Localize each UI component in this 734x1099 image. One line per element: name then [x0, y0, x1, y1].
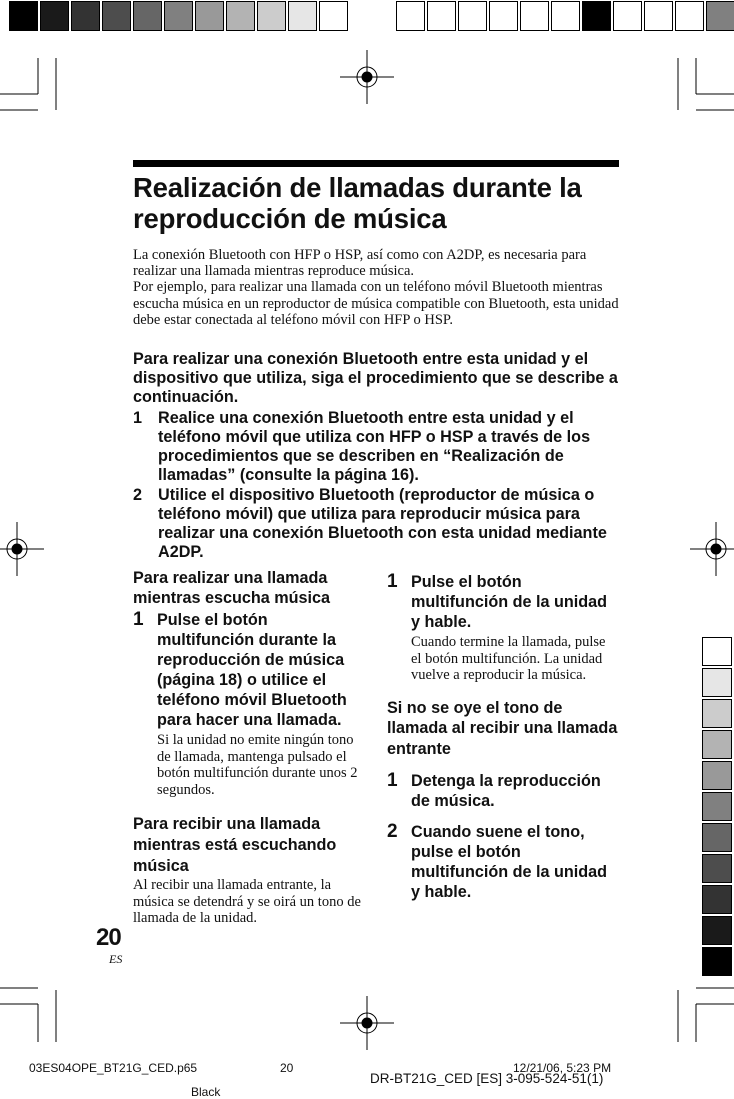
- page-number: 20: [96, 924, 121, 951]
- intro-paragraph-2: Por ejemplo, para realizar una llamada con un teléfono móvil Bluetooth mientras escucha música en un reproductor de música compatible con Bluetooth, esta unidad debe estar conectada al teléfono móvil con HFP o HSP.: [133, 279, 619, 328]
- no-ringtone-heading: Si no se oye el tono de llamada al recibir una llamada entrante: [387, 698, 618, 758]
- call-while-listening-heading: Para realizar una llamada mientras escucha música: [133, 569, 331, 607]
- title-line-2: reproducción de música: [133, 203, 447, 234]
- step-number: 1: [133, 609, 144, 630]
- registration-target-bottom: [340, 996, 394, 1050]
- title-line-1: Realización de llamadas durante la: [133, 172, 582, 203]
- registration-target-left: [0, 522, 44, 576]
- step-description: Si la unidad no emite ningún tono de llamada, mantenga pulsado el botón multifunción durante unos 2 segundos.: [157, 732, 358, 798]
- step-number: 1: [133, 409, 143, 427]
- footer-plate: Black: [191, 1085, 221, 1099]
- step-heading: Detenga la reproducción de música.: [411, 772, 601, 810]
- intro-paragraph-1: La conexión Bluetooth con HFP o HSP, así como con A2DP, es necesaria para realizar una llamada mientras reproduce música.: [133, 247, 587, 280]
- connection-step: [133, 409, 619, 485]
- lead-paragraph: Para realizar una conexión Bluetooth entre esta unidad y el dispositivo que utiliza, siga el procedimiento que se describe a continuación.: [133, 350, 618, 406]
- no-ringtone-step: [387, 822, 619, 902]
- registration-target-top: [340, 50, 394, 104]
- answer-step: [387, 572, 619, 684]
- step-heading: Pulse el botón multifunción de la unidad y hable.: [411, 573, 608, 631]
- footer-page: 20: [280, 1061, 294, 1075]
- footer-date: 12/21/06, 5:23 PM: [513, 1061, 612, 1075]
- right-column: [387, 570, 619, 902]
- page-language: ES: [109, 952, 123, 966]
- step-number: 2: [133, 486, 143, 504]
- step-description: Cuando termine la llamada, pulse el botón multifunción. La unidad vuelve a reproducir la música.: [411, 634, 606, 683]
- registration-target-right: [690, 522, 734, 576]
- connection-steps: [133, 409, 619, 563]
- left-column: [133, 569, 365, 927]
- receive-call-text: Al recibir una llamada entrante, la música se detendrá y se oirá un tono de llamada de la unidad.: [133, 877, 361, 926]
- step-text: Realice una conexión Bluetooth entre esta unidad y el teléfono móvil que utiliza con HFP o HSP a través de los procedimientos que se describen en “Realización de llamadas” (consulte la página 16).: [158, 409, 591, 484]
- step-number: 1: [387, 571, 398, 592]
- step-number: 2: [387, 821, 398, 842]
- footer-model: DR-BT21G_CED [ES] 3-095-524-51(1): [370, 1071, 604, 1086]
- step-text: Utilice el dispositivo Bluetooth (reproductor de música o teléfono móvil) que utiliza para reproducir música para realizar una conexión Bluetooth con esta unidad mediante A2DP.: [158, 486, 607, 561]
- title-rule: [133, 160, 619, 167]
- no-ringtone-step: [387, 771, 619, 811]
- intro-text: [133, 247, 619, 328]
- step-heading: Cuando suene el tono, pulse el botón multifunción de la unidad y hable.: [411, 823, 608, 901]
- step-number: 1: [387, 770, 398, 791]
- call-step: [133, 610, 365, 798]
- receive-call-heading: Para recibir una llamada mientras está escuchando música: [133, 815, 337, 875]
- connection-step: [133, 486, 619, 562]
- footer-filename: 03ES04OPE_BT21G_CED.p65: [29, 1061, 198, 1075]
- step-heading: Pulse el botón multifunción durante la reproducción de música (página 18) o utilice el teléfono móvil Bluetooth para hacer una llamada.: [157, 611, 347, 729]
- page-title: [133, 172, 619, 234]
